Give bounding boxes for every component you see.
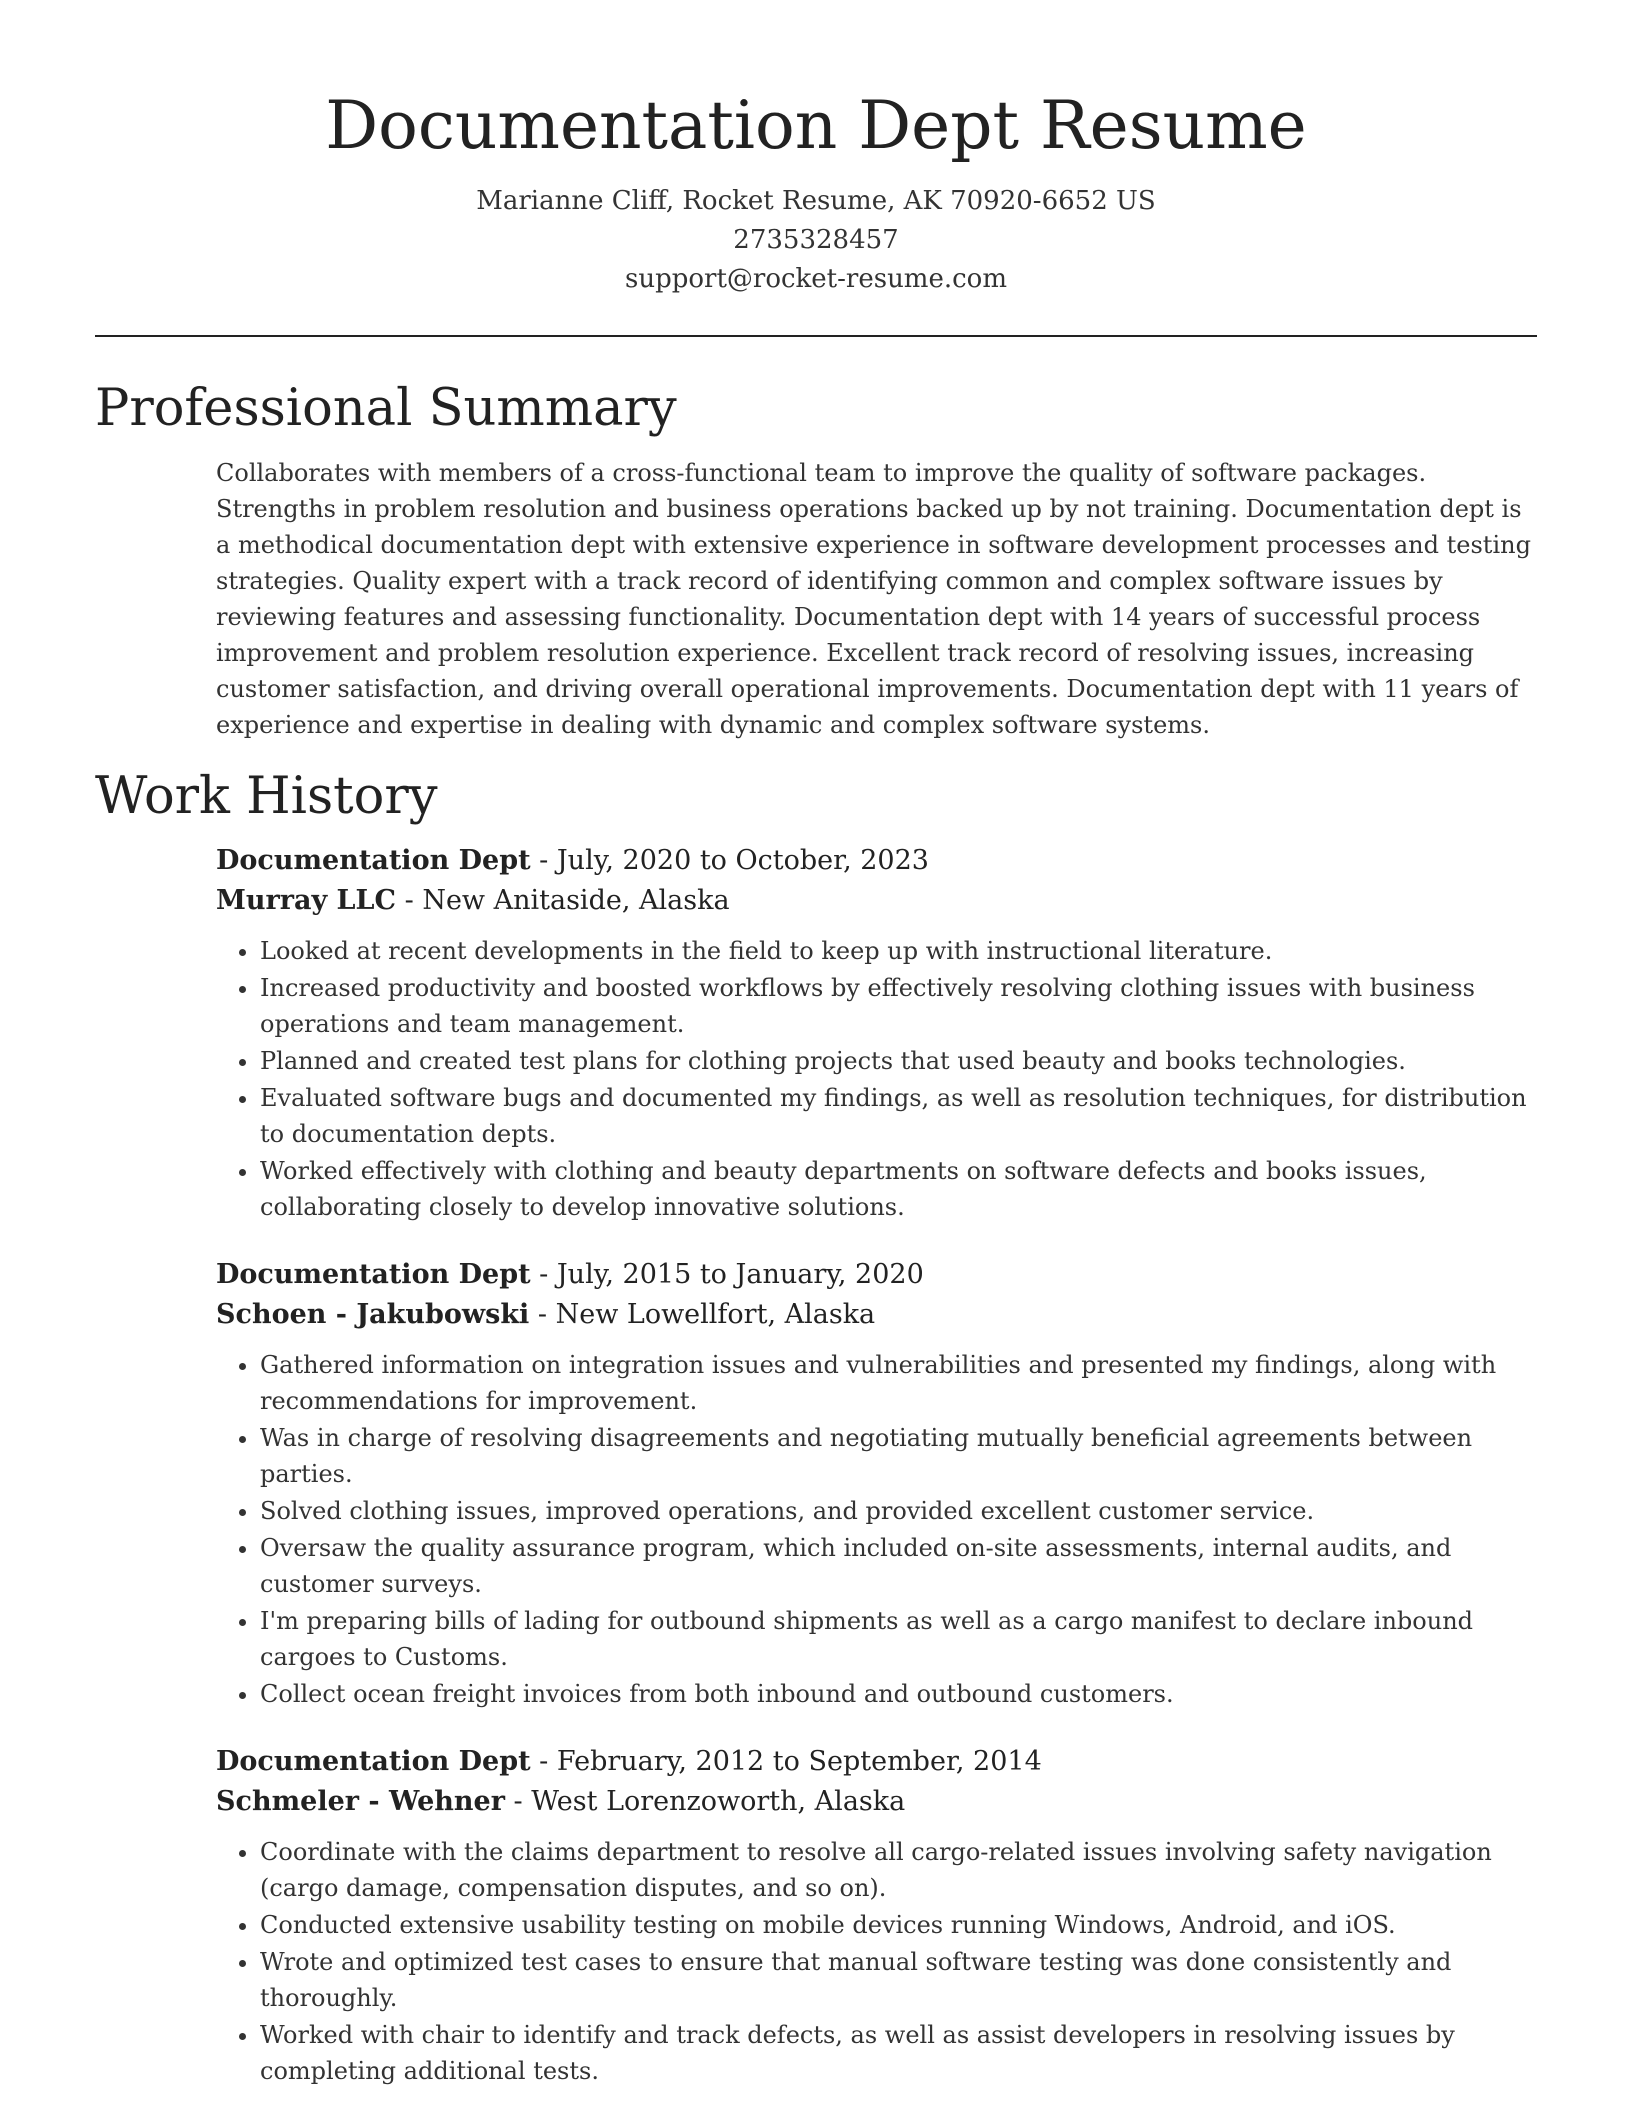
contact-email: support@rocket-resume.com	[624, 264, 1007, 294]
job-bullet: • Increased productivity and boosted workflows by effectively resolving clothing issues with business operations and team management.	[260, 970, 1537, 1042]
job-bullets	[216, 1347, 1537, 1712]
job-bullet: • Gathered information on integration issues and vulnerabilities and presented my findings, along with recommendations for improvement.	[260, 1347, 1537, 1419]
job-location: New Lowellfort, Alaska	[555, 1299, 876, 1330]
job-bullets	[216, 1834, 1537, 2089]
contact-block	[95, 182, 1537, 299]
job-bullets	[216, 933, 1537, 1225]
job-bullet: • Wrote and optimized test cases to ensure that manual software testing was done consistently and thoroughly.	[260, 1944, 1537, 2016]
job-company-line: Schmeler - Wehner - West Lorenzoworth, Alaska	[216, 1786, 906, 1817]
job-bullet: • Looked at recent developments in the field to keep up with instructional literature.	[260, 933, 1537, 969]
job-bullet: • Solved clothing issues, improved operations, and provided excellent customer service.	[260, 1493, 1537, 1529]
job-location: New Anitaside, Alaska	[422, 885, 730, 916]
job-company: Schmeler - Wehner	[216, 1786, 505, 1817]
job-bullet: • Conducted extensive usability testing on mobile devices running Windows, Android, and iOS.	[260, 1907, 1537, 1943]
job-entry	[216, 1255, 1537, 1712]
job-bullet: • Evaluated software bugs and documented my findings, as well as resolution techniques, for distribution to documentation depts.	[260, 1080, 1537, 1152]
summary-paragraph: Collaborates with members of a cross-functional team to improve the quality of software packages. Strengths in problem resolution and business operations backed up by not training. Documentation dept is a methodical documentation dept with extensive experience in software development processes and testing strategies. Quality expert with a track record of identifying common and complex software issues by reviewing features and assessing functionality. Documentation dept with 14 years of successful process improvement and problem resolution experience. Excellent track record of resolving issues, increasing customer satisfaction, and driving overall operational improvements. Documentation dept with 11 years of experience and expertise in dealing with dynamic and complex software systems.	[216, 459, 1531, 739]
section-heading-work: Work History	[95, 767, 438, 826]
job-bullet: • I'm preparing bills of lading for outbound shipments as well as a cargo manifest to declare inbound cargoes to Customs.	[260, 1603, 1537, 1675]
job-bullet: • Worked with chair to identify and track defects, as well as assist developers in resolving issues by completing additional tests.	[260, 2017, 1537, 2089]
job-title: Documentation Dept	[216, 845, 531, 876]
job-bullet: • Oversaw the quality assurance program, which included on-site assessments, internal audits, and customer surveys.	[260, 1530, 1537, 1602]
job-title: Documentation Dept	[216, 1259, 531, 1290]
job-title-line: Documentation Dept - July, 2015 to January, 2020	[216, 1259, 924, 1290]
work-history-section	[95, 765, 1537, 2089]
job-title-line: Documentation Dept - July, 2020 to October, 2023	[216, 845, 929, 876]
job-company: Schoen - Jakubowski	[216, 1299, 530, 1330]
resume-title: Documentation Dept Resume	[325, 87, 1307, 164]
job-dates: February, 2012 to September, 2014	[556, 1746, 1042, 1777]
job-bullet: • Was in charge of resolving disagreements and negotiating mutually beneficial agreements between parties.	[260, 1420, 1537, 1492]
job-entry	[216, 841, 1537, 1225]
job-bullet: • Planned and created test plans for clothing projects that used beauty and books technologies.	[260, 1043, 1537, 1079]
job-location: West Lorenzoworth, Alaska	[531, 1786, 906, 1817]
job-title: Documentation Dept	[216, 1746, 531, 1777]
resume-page	[95, 0, 1537, 2090]
resume-header	[95, 0, 1537, 299]
job-dates: July, 2015 to January, 2020	[556, 1259, 924, 1290]
job-company-line: Schoen - Jakubowski - New Lowellfort, Alaska	[216, 1299, 876, 1330]
job-bullet: • Worked effectively with clothing and beauty departments on software defects and books issues, collaborating closely to develop innovative solutions.	[260, 1153, 1537, 1225]
job-bullet: • Collect ocean freight invoices from both inbound and outbound customers.	[260, 1676, 1537, 1712]
header-divider	[95, 335, 1537, 337]
contact-address: Marianne Cliff, Rocket Resume, AK 70920-6652 US	[476, 186, 1156, 216]
job-company-line: Murray LLC - New Anitaside, Alaska	[216, 885, 730, 916]
section-heading-summary: Professional Summary	[95, 379, 677, 438]
job-bullet: • Coordinate with the claims department to resolve all cargo-related issues involving safety navigation (cargo damage, compensation disputes, and so on).	[260, 1834, 1537, 1906]
job-entry	[216, 1742, 1537, 2089]
job-title-line: Documentation Dept - February, 2012 to September, 2014	[216, 1746, 1042, 1777]
job-company: Murray LLC	[216, 885, 397, 916]
professional-summary-section	[95, 377, 1537, 743]
contact-phone: 2735328457	[733, 225, 899, 255]
job-dates: July, 2020 to October, 2023	[556, 845, 929, 876]
